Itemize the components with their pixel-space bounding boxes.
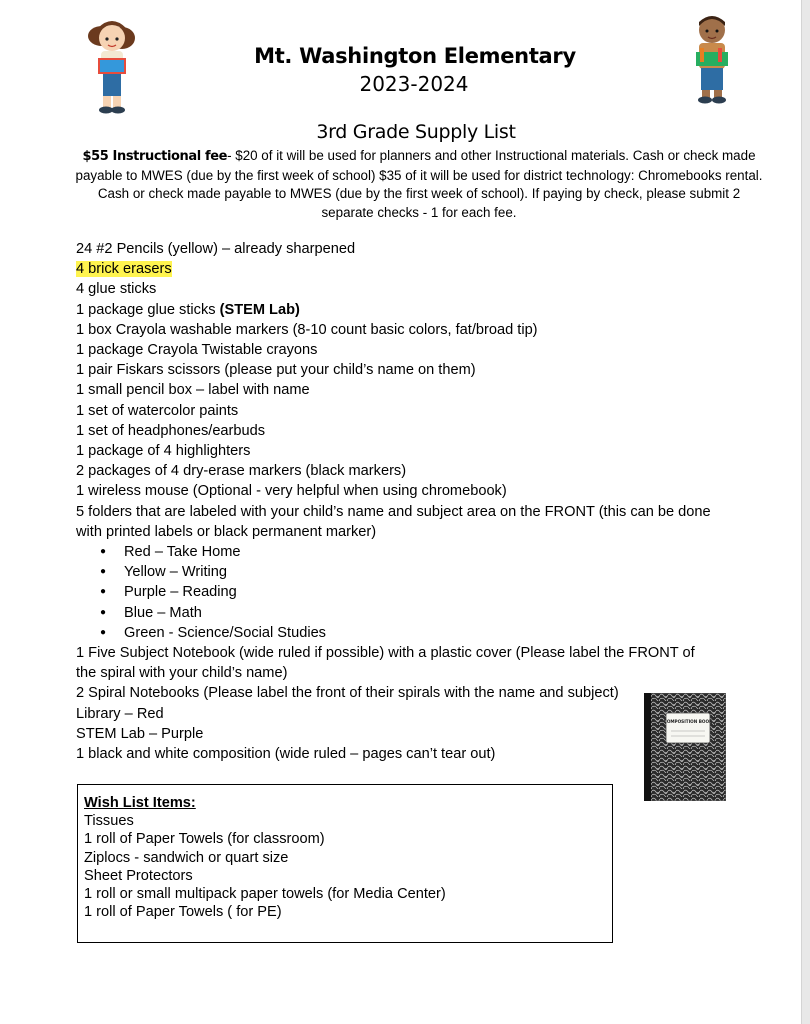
supply-item: 1 set of headphones/earbuds (76, 422, 266, 439)
supply-item: 1 package Crayola Twistable crayons (76, 342, 318, 359)
supply-item: 1 set of watercolor paints (76, 402, 239, 419)
supply-item: 1 pair Fiskars scissors (please put your child’s name on them) (76, 362, 476, 379)
folder-color-item: ● Red – Take Home (76, 542, 716, 562)
supply-item: Library – Red (76, 705, 164, 722)
notebook-cover-label: COMPOSITION BOOK (663, 719, 713, 724)
supply-list (76, 239, 716, 764)
stem-lab-note: (STEM Lab) (219, 301, 300, 318)
supply-item: 4 glue sticks (76, 281, 157, 298)
composition-notebook-image (644, 693, 726, 801)
instructional-fee-note (74, 147, 764, 222)
fee-label: $55 Instructional fee (82, 149, 228, 164)
supply-item: 5 folders that are labeled with your child’s name and subject area on the FRONT (this can be done with printed labels or black permanent marker) (76, 503, 711, 540)
highlighted-text: 4 brick erasers (76, 261, 172, 278)
supply-item: 24 #2 Pencils (yellow) – already sharpened (76, 241, 356, 257)
school-name: Mt. Washington Elementary (254, 44, 576, 68)
supply-item-text: 1 package glue sticks (76, 301, 220, 318)
supply-item: 1 wireless mouse (Optional - very helpful when using chromebook) (76, 483, 507, 500)
folder-color-item: ● Purple – Reading (76, 582, 716, 602)
wish-list-item: 1 roll of Paper Towels (for classroom) (84, 831, 325, 848)
wish-list-item: Tissues (84, 813, 134, 830)
supply-item: 1 package of 4 highlighters (76, 443, 251, 460)
wish-list-title: Wish List Items: (84, 795, 196, 811)
supply-item (76, 300, 716, 320)
wish-list (84, 812, 606, 921)
wish-list-item: Ziplocs - sandwich or quart size (84, 849, 289, 866)
folder-color-item: ● Green - Science/Social Studies (76, 623, 716, 643)
supply-item: STEM Lab – Purple (76, 725, 204, 742)
wish-list-item: 1 roll of Paper Towels ( for PE) (84, 904, 282, 921)
supply-item: 1 black and white composition (wide ruled – pages can’t tear out) (76, 746, 496, 763)
supply-item: 1 box Crayola washable markers (8-10 count basic colors, fat/broad tip) (76, 321, 538, 338)
wish-list-box (77, 784, 613, 943)
supply-item: 2 packages of 4 dry-erase markers (black markers) (76, 463, 407, 480)
folder-color-item: ● Blue – Math (76, 603, 716, 623)
supply-list-title: 3rd Grade Supply List (316, 121, 516, 143)
page-edge (801, 0, 810, 1024)
wish-list-item: 1 roll or small multipack paper towels (for Media Center) (84, 886, 446, 903)
supply-item: 2 Spiral Notebooks (Please label the front of their spirals with the name and subject) (76, 685, 619, 702)
wish-list-item: Sheet Protectors (84, 867, 193, 884)
supply-item: 1 small pencil box – label with name (76, 382, 310, 399)
supply-item-highlighted (76, 259, 716, 279)
fee-text: - $20 of it will be used for planners and other Instructional materials. Cash or check made payable to MWES (due by the first week of school) $35 of it will be used for district technology: Chromebooks rental. Cash or check made payable to MWES (due by the first week of school). If paying by check, please submit 2 separate checks - 1 for each fee. (75, 148, 763, 220)
school-year: 2023-2024 (359, 72, 469, 96)
supply-item: 1 Five Subject Notebook (wide ruled if possible) with a plastic cover (Please label the FRONT of the spiral with your child’s name) (76, 645, 695, 682)
folder-color-item: ● Yellow – Writing (76, 562, 716, 582)
